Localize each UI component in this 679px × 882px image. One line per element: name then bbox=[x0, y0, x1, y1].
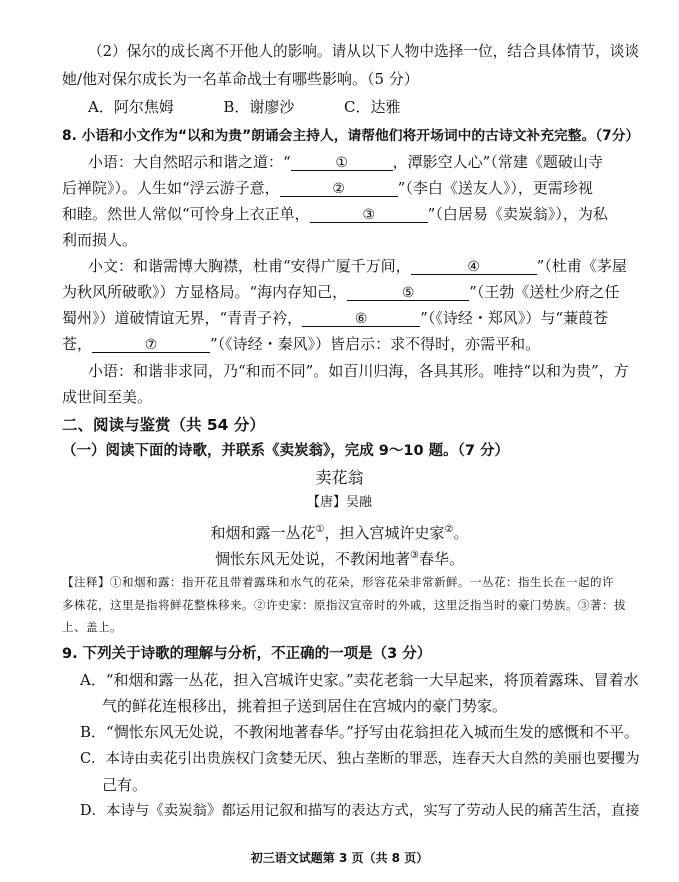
q9-option-b: B．“惆怅东风无处说，不教闲地著春华。”抒写由花翁担花入城而生发的感慨和不平。 bbox=[80, 723, 639, 741]
q8-p1-line4: 利而损人。 bbox=[62, 231, 138, 249]
q9-option-c-2: 己有。 bbox=[102, 776, 148, 794]
poem-line-2: 惆怅东风无处说，不教闲地著③春华。 bbox=[215, 550, 464, 568]
q-part2-options bbox=[88, 97, 400, 117]
blank-1[interactable]: ① bbox=[291, 152, 393, 171]
q9-emphasis: 不正确 bbox=[271, 646, 315, 662]
note-line-1: 【注释】①和烟和露：指开花且带着露珠和水气的花朵，形容花朵非常新鲜。一丛花：指生长在一起的许 bbox=[62, 575, 614, 589]
blank-3[interactable]: ③ bbox=[310, 204, 428, 223]
q8-p2-line4: 苍， ⑦ ”（《诗经・秦风》）皆启示：求不得时，亦需平和。 bbox=[62, 335, 541, 353]
poem-title: 卖花翁 bbox=[315, 468, 364, 487]
q8-p1-line3: 和睦。然世人常似“可怜身上衣正单， ③ ”（白居易《卖炭翁》），为私 bbox=[62, 205, 608, 223]
q9-option-c-1: C．本诗由卖花引出贵族权门贪婪无厌、独占垄断的罪恶，连春天大自然的美丽也要攫为 bbox=[80, 751, 640, 767]
q8-p3-line1: 小语：和谐非求同，乃“和而不同”。如百川归海，各具其形。唯持“以和为贵”，方 bbox=[88, 362, 629, 380]
q8-p3-line2: 成世间至美。 bbox=[62, 388, 153, 406]
footnote-2: ② bbox=[444, 524, 454, 535]
q-part2-line1: （2）保尔的成长离不开他人的影响。请从以下人物中选择一位，结合具体情节，谈谈 bbox=[88, 43, 640, 60]
option-a: A．阿尔焦姆 bbox=[88, 98, 174, 116]
q-part2-line2: 她/他对保尔成长为一名革命战士有哪些影响。（5 分） bbox=[62, 70, 419, 88]
option-c: C．达雅 bbox=[344, 98, 401, 116]
q8-p2-line3: 蜀州》）道破情谊无界，“青青子衿， ⑥ ”（《诗经・郑风》）与“蒹葭苍 bbox=[62, 309, 609, 327]
page-footer: 初三语文试题第 3 页（共 8 页） bbox=[250, 851, 429, 865]
blank-6[interactable]: ⑥ bbox=[302, 308, 420, 327]
q8-p2-line1: 小文：和谐需博大胸襟，杜甫“安得广厦千万间， ④ ”（杜甫《茅屋 bbox=[88, 257, 627, 275]
q8-header: 8. 小语和小文作为“以和为贵”朗诵会主持人，请帮他们将开场词中的古诗文补充完整。（7分） bbox=[62, 128, 640, 144]
blank-7[interactable]: ⑦ bbox=[92, 334, 210, 353]
q9-header: 9. 下列关于诗歌的理解与分析，不正确的一项是（3 分） bbox=[62, 646, 432, 662]
q8-p1-line2: 后禅院》）。人生如“浮云游子意， ② ”（李白《送友人》），更需珍视 bbox=[62, 179, 593, 197]
section2-subtitle: （一）阅读下面的诗歌，并联系《卖炭翁》，完成 9～10 题。（7 分） bbox=[62, 443, 509, 459]
footnote-3: ③ bbox=[410, 550, 419, 561]
q8-p2-line2: 为秋风所破歌》）方显格局。“海内存知己， ⑤ ”（王勃《送杜少府之任 bbox=[62, 283, 620, 301]
section2-title: 二、阅读与鉴赏（共 54 分） bbox=[62, 416, 265, 434]
q9-option-a-1: A．“和烟和露一丛花，担入宫城许史家。”卖花老翁一大早起来，将顶着露珠、冒着水 bbox=[80, 671, 639, 689]
note-line-3: 上、盖上。 bbox=[62, 620, 122, 634]
poem-line-1: 和烟和露一丛花①，担入宫城许史家②。 bbox=[210, 524, 469, 542]
q8-p1-line1: 小语：大自然昭示和谐之道：“ ① ，潭影空人心”（常建《题破山寺 bbox=[88, 153, 603, 171]
q9-option-a-2: 气的鲜花连根移出，挑着担子送到居住在宫城内的豪门势家。 bbox=[102, 697, 508, 715]
option-b: B．谢廖沙 bbox=[223, 98, 295, 116]
blank-5[interactable]: ⑤ bbox=[347, 282, 469, 301]
poem-author: 【唐】吴融 bbox=[306, 495, 372, 510]
note-line-2: 多株花，这里是指将鲜花整株移来。②许史家：原指汉宣帝时的外戚，这里泛指当时的豪门势族。③著：拔 bbox=[62, 598, 626, 612]
q9-option-d-1: D．本诗与《卖炭翁》都运用记叙和描写的表达方式，实写了劳动人民的痛苦生活，直接 bbox=[80, 803, 640, 819]
blank-2[interactable]: ② bbox=[280, 178, 398, 197]
footnote-1: ① bbox=[315, 524, 325, 535]
blank-4[interactable]: ④ bbox=[411, 256, 537, 275]
